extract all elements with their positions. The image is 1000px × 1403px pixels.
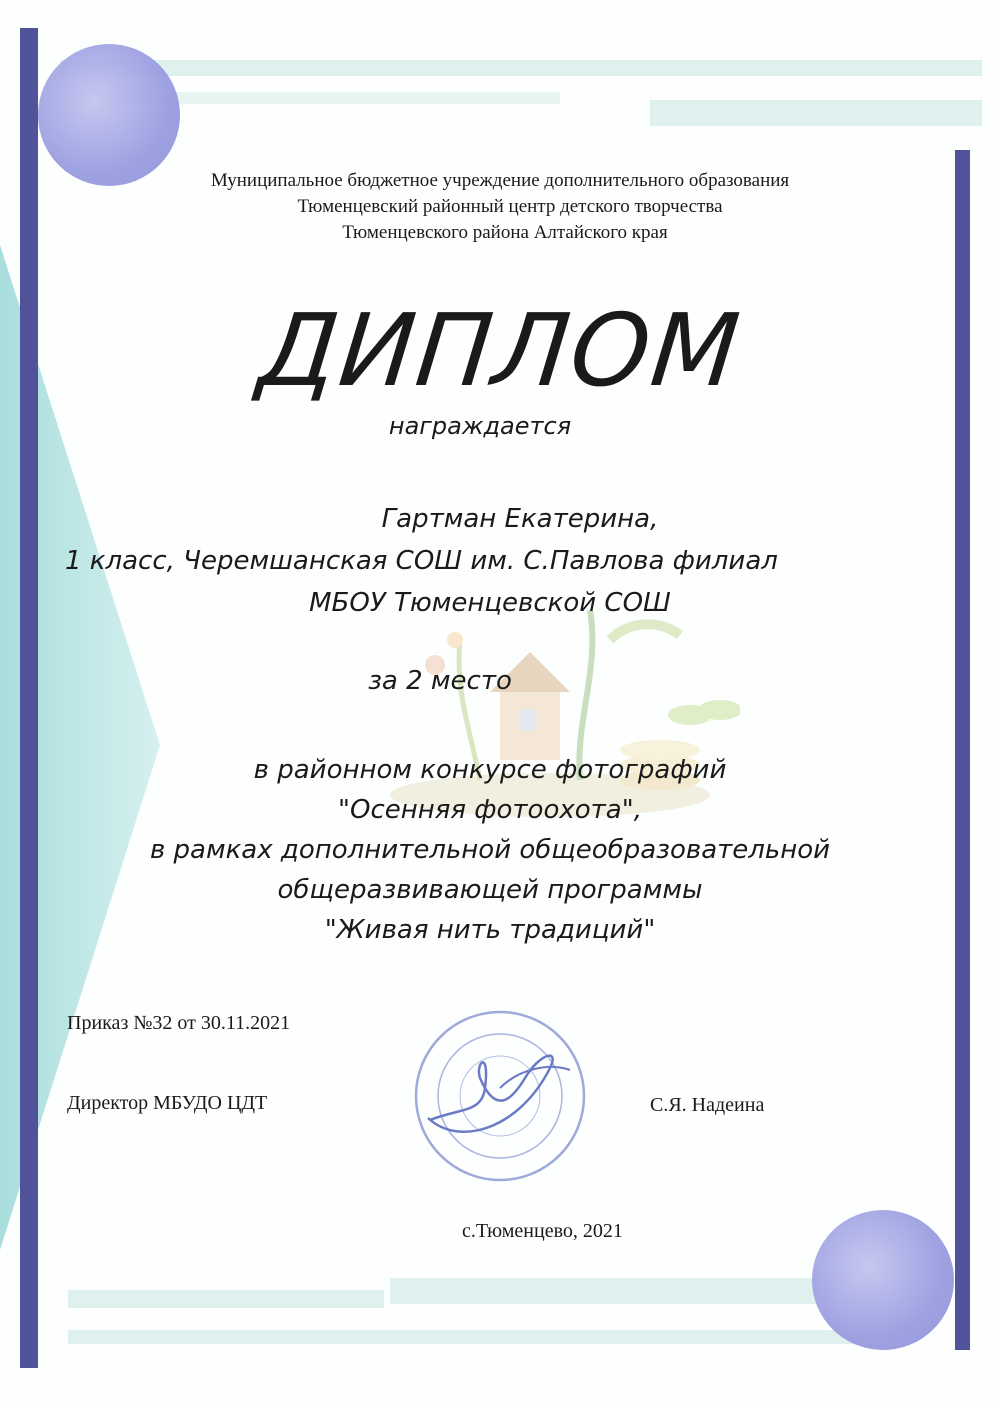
contest-description [40, 750, 940, 950]
top-stripe-3 [650, 100, 982, 126]
order-reference: Приказ №32 от 30.11.2021 [67, 1012, 291, 1034]
place-and-year: с.Тюменцево, 2021 [462, 1220, 623, 1242]
contest-line-1: в районном конкурсе фотографий [253, 755, 727, 785]
official-stamp [400, 1008, 600, 1188]
left-vertical-bar [20, 28, 38, 1368]
bottom-right-circle [812, 1210, 954, 1350]
contest-line-3: в рамках дополнительной общеобразовательной [149, 835, 831, 865]
signer-name: С.Я. Надеина [650, 1094, 765, 1116]
institution-line-3: Тюменцевского района Алтайского края [342, 222, 668, 243]
recipient-details-line-1: 1 класс, Черемшанская СОШ им. С.Павлова филиал [65, 546, 778, 576]
top-stripe-1 [60, 60, 982, 76]
contest-line-5: "Живая нить традиций" [324, 915, 656, 945]
institution-line-2: Тюменцевский районный центр детского творчества [297, 196, 723, 217]
diploma-title: ДИПЛОМ [253, 292, 747, 409]
top-left-circle [38, 44, 180, 186]
recipient-name: Гартман Екатерина, [381, 504, 659, 534]
recipient-details-line-2: МБОУ Тюменцевской СОШ [309, 588, 671, 618]
contest-line-2: "Осенняя фотоохота", [338, 795, 642, 825]
institution-header [130, 168, 870, 246]
awarded-label: награждается [388, 412, 572, 440]
contest-line-4: общеразвивающей программы [277, 875, 703, 905]
institution-line-1: Муниципальное бюджетное учреждение дополнительного образования [210, 170, 790, 191]
bottom-stripe-2 [68, 1290, 384, 1308]
bottom-stripe-1 [390, 1278, 830, 1304]
place-award: за 2 место [368, 666, 512, 696]
director-label: Директор МБУДО ЦДТ [67, 1092, 268, 1114]
bottom-stripe-3 [68, 1330, 868, 1344]
recipient-block [40, 498, 940, 624]
